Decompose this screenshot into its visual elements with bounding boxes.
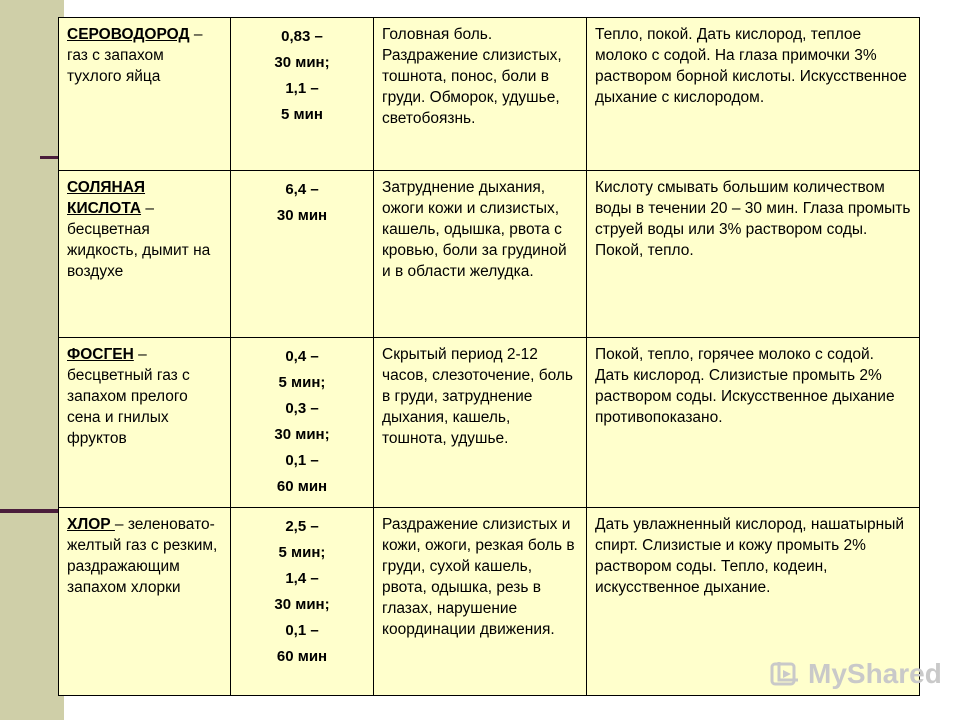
dose-line: 5 мин; — [278, 374, 326, 391]
dose-line: 30 мин; — [274, 596, 330, 613]
dose-cell — [231, 338, 374, 508]
decor-line-bottom — [0, 509, 64, 513]
dose-line: 0,4 – — [285, 348, 319, 365]
table-row — [59, 338, 920, 508]
gas-description: – бесцветный газ с запахом прелого сена и гнилых фруктов — [67, 346, 190, 447]
dose-line: 1,1 – — [285, 80, 319, 97]
gas-description: – зеленовато-желтый газ с резким, раздражающим запахом хлорки — [67, 516, 218, 596]
dose-cell — [231, 171, 374, 338]
symptoms-cell: Раздражение слизистых и кожи, ожоги, резкая боль в груди, сухой кашель, рвота, одышка, резь в глазах, нарушение координации движения. — [374, 508, 587, 696]
symptoms-cell: Скрытый период 2-12 часов, слезоточение, боль в груди, затруднение дыхания, кашель, тошнота, удушье. — [374, 338, 587, 508]
table-row — [59, 18, 920, 171]
left-decor-bar — [0, 0, 64, 720]
dose-cell — [231, 18, 374, 171]
dose-line: 30 мин; — [274, 426, 330, 443]
dose-line: 0,3 – — [285, 400, 319, 417]
dose-line: 60 мин — [276, 648, 328, 665]
toxic-gases-table — [58, 17, 920, 696]
gas-name: ХЛОР — [67, 516, 115, 533]
gas-cell — [59, 508, 231, 696]
symptoms-cell: Затруднение дыхания, ожоги кожи и слизистых, кашель, одышка, рвота с кровью, боли за грудиной и в области желудка. — [374, 171, 587, 338]
gas-cell — [59, 338, 231, 508]
dose-line: 0,1 – — [285, 452, 319, 469]
dose-cell — [231, 508, 374, 696]
myshared-logo-icon — [770, 658, 802, 690]
gas-name: ФОСГЕН — [67, 346, 134, 363]
dose-line: 30 мин — [276, 207, 328, 224]
dose-line: 6,4 – — [285, 181, 319, 198]
dose-line: 0,1 – — [285, 622, 319, 639]
first-aid-cell: Тепло, покой. Дать кислород, теплое молоко с содой. На глаза примочки 3% раствором борной кислоты. Искусственное дыхание с кислородом. — [587, 18, 920, 171]
dose-line: 1,4 – — [285, 570, 319, 587]
dose-line: 5 мин — [281, 106, 323, 123]
dose-line: 30 мин; — [274, 54, 330, 71]
first-aid-cell: Кислоту смывать большим количеством воды в течении 20 – 30 мин. Глаза промыть струей воды или 3% раствором соды. Покой, тепло. — [587, 171, 920, 338]
dose-line: 2,5 – — [285, 518, 319, 535]
gas-name: СОЛЯНАЯ КИСЛОТА — [67, 179, 146, 217]
dose-line: 5 мин; — [278, 544, 326, 561]
gas-name: СЕРОВОДОРОД — [67, 26, 190, 43]
gas-description: – бесцветная жидкость, дымит на воздухе — [67, 200, 211, 280]
symptoms-cell: Головная боль. Раздражение слизистых, тошнота, понос, боли в груди. Обморок, удушье, светобоязнь. — [374, 18, 587, 171]
gas-cell — [59, 18, 231, 171]
first-aid-cell: Покой, тепло, горячее молоко с содой. Дать кислород. Слизистые промыть 2% раствором соды. Искусственное дыхание противопоказано. — [587, 338, 920, 508]
watermark — [770, 656, 942, 692]
gas-cell — [59, 171, 231, 338]
watermark-text: MyShared — [808, 658, 942, 689]
table-row — [59, 171, 920, 338]
first-aid-cell: Дать увлажненный кислород, нашатырный спирт. Слизистые и кожу промыть 2% раствором соды. Тепло, кодеин, искусственное дыхание. — [587, 508, 920, 696]
dose-line: 60 мин — [276, 478, 328, 495]
dose-line: 0,83 – — [281, 28, 323, 45]
gas-description: – газ с запахом тухлого яйца — [67, 26, 203, 85]
